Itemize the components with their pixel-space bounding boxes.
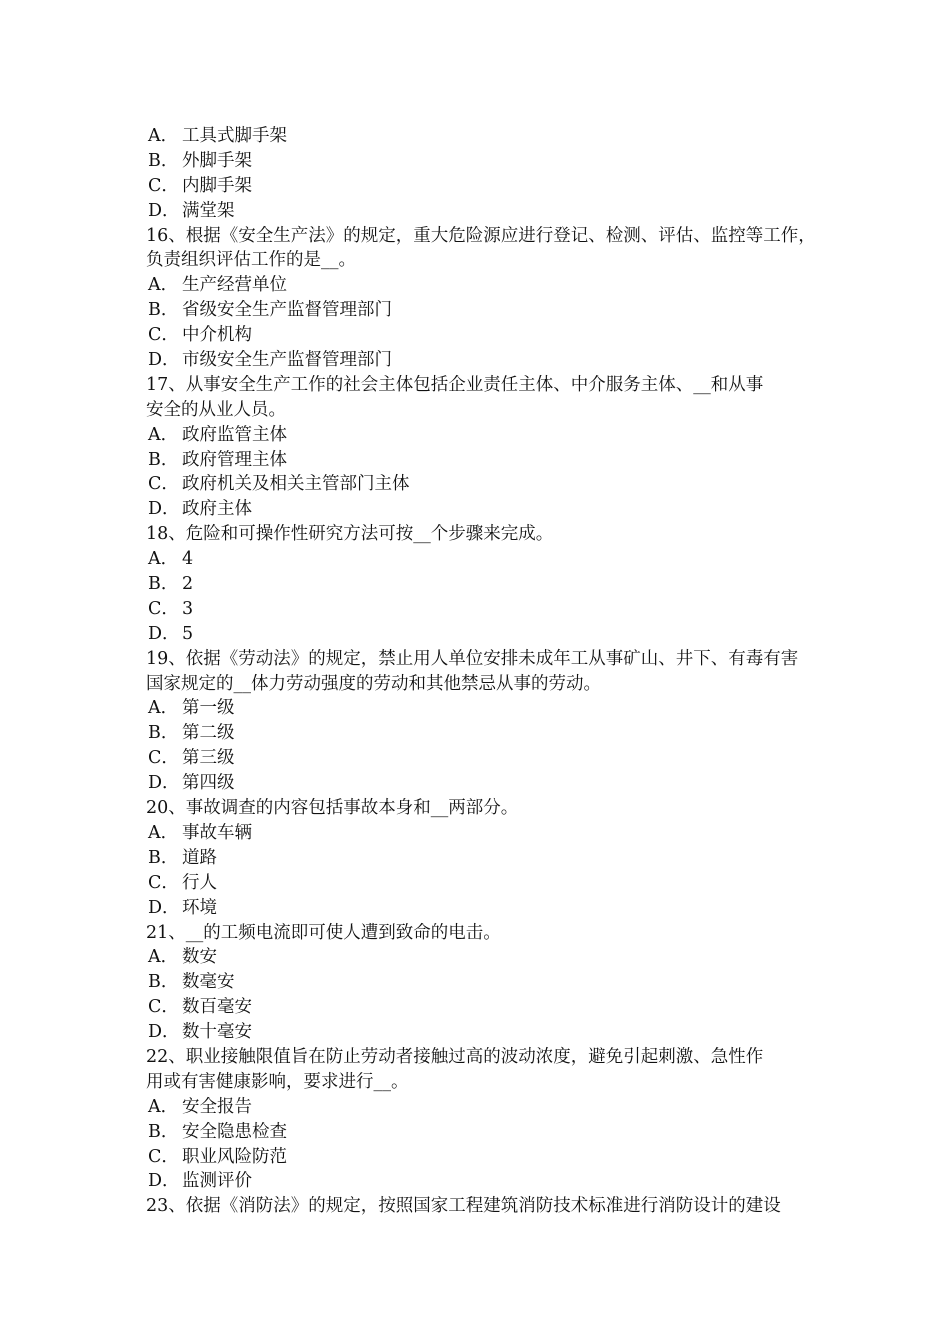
option-text: 数安 <box>182 947 217 968</box>
option-letter: B． <box>148 723 179 744</box>
answer-option <box>146 124 818 149</box>
answer-option <box>146 896 818 921</box>
option-letter: A． <box>148 822 179 843</box>
option-letter: A． <box>148 698 179 719</box>
question-text: 18、危险和可操作性研究方法可按__个步骤来完成。 <box>146 524 554 545</box>
answer-option <box>146 970 818 995</box>
option-letter: A． <box>148 549 179 570</box>
option-text: 安全报告 <box>182 1096 252 1117</box>
option-letter: B． <box>148 449 179 470</box>
option-letter: A． <box>148 1096 179 1117</box>
option-letter: A． <box>148 424 179 445</box>
option-letter: C． <box>148 598 179 619</box>
option-text: 政府机关及相关主管部门主体 <box>182 474 410 495</box>
option-text: 第三级 <box>182 748 235 769</box>
option-letter: C． <box>148 1146 179 1167</box>
option-letter: C． <box>148 474 179 495</box>
option-text: 5 <box>182 623 194 644</box>
answer-option <box>146 1120 818 1145</box>
option-text: 省级安全生产监督管理部门 <box>182 300 392 321</box>
option-text: 政府主体 <box>182 499 252 520</box>
option-text: 数百毫安 <box>182 997 252 1018</box>
question-text: 19、依据《劳动法》的规定，禁止用人单位安排未成年工从事矿山、井下、有毒有害 <box>146 648 799 669</box>
option-text: 工具式脚手架 <box>182 126 287 146</box>
option-letter: C． <box>148 325 179 346</box>
question-text: 22、职业接触限值旨在防止劳动者接触过高的波动浓度，避免引起刺激、急性作 <box>146 1046 764 1067</box>
question-text: 21、__的工频电流即可使人遭到致命的电击。 <box>146 922 501 943</box>
option-text: 道路 <box>182 847 217 868</box>
answer-option <box>146 572 818 597</box>
answer-option <box>146 945 818 970</box>
option-text: 环境 <box>182 897 217 918</box>
option-text: 事故车辆 <box>182 822 252 843</box>
option-letter: A． <box>148 275 179 296</box>
option-text: 第四级 <box>182 773 235 794</box>
option-letter: C． <box>148 175 179 196</box>
option-text: 2 <box>182 574 194 595</box>
answer-option <box>146 821 818 846</box>
option-letter: B． <box>148 1121 179 1142</box>
option-text: 中介机构 <box>182 325 252 346</box>
answer-option <box>146 199 818 224</box>
question-text: 17、从事安全生产工作的社会主体包括企业责任主体、中介服务主体、__和从事 <box>146 374 764 395</box>
answer-option <box>146 348 818 373</box>
answer-option <box>146 995 818 1020</box>
option-letter: C． <box>148 997 179 1018</box>
option-letter: C． <box>148 872 179 893</box>
answer-option <box>146 323 818 348</box>
answer-option <box>146 547 818 572</box>
answer-option <box>146 1095 818 1120</box>
answer-option <box>146 746 818 771</box>
option-letter: A． <box>148 947 179 968</box>
option-letter: D． <box>148 499 180 520</box>
option-text: 第一级 <box>182 698 235 719</box>
answer-option <box>146 273 818 298</box>
option-text: 安全隐患检查 <box>182 1121 287 1142</box>
option-letter: C． <box>148 748 179 769</box>
option-letter: D． <box>148 623 180 644</box>
question-text: 23、依据《消防法》的规定，按照国家工程建筑消防技术标准进行消防设计的建设 <box>146 1196 781 1217</box>
question-text: 国家规定的__体力劳动强度的劳动和其他禁忌从事的劳动。 <box>146 673 601 694</box>
answer-option <box>146 472 818 497</box>
option-letter: A． <box>148 126 179 146</box>
answer-option <box>146 497 818 522</box>
question-list <box>146 124 818 1219</box>
answer-option <box>146 721 818 746</box>
option-text: 职业风险防范 <box>182 1146 287 1167</box>
option-letter: B． <box>148 574 179 595</box>
answer-option <box>146 298 818 323</box>
option-letter: D． <box>148 897 180 918</box>
answer-option <box>146 1145 818 1170</box>
option-letter: D． <box>148 350 180 371</box>
answer-option <box>146 423 818 448</box>
question-text: 20、事故调查的内容包括事故本身和__两部分。 <box>146 798 519 819</box>
option-text: 政府监管主体 <box>182 424 287 445</box>
answer-option <box>146 771 818 796</box>
option-letter: B． <box>148 972 179 993</box>
option-text: 第二级 <box>182 723 235 744</box>
option-text: 行人 <box>182 872 217 893</box>
question-text: 用或有害健康影响，要求进行__。 <box>146 1071 409 1092</box>
option-text: 外脚手架 <box>182 150 252 171</box>
option-text: 满堂架 <box>182 200 235 221</box>
option-text: 3 <box>182 598 194 619</box>
option-letter: D． <box>148 200 180 221</box>
answer-option <box>146 622 818 647</box>
answer-option <box>146 846 818 871</box>
answer-option <box>146 448 818 473</box>
option-letter: D． <box>148 1171 180 1192</box>
option-text: 数十毫安 <box>182 1022 252 1043</box>
answer-option <box>146 1020 818 1045</box>
question-text: 负责组织评估工作的是__。 <box>146 250 356 271</box>
answer-option <box>146 871 818 896</box>
option-text: 生产经营单位 <box>182 275 287 296</box>
answer-option <box>146 174 818 199</box>
option-text: 政府管理主体 <box>182 449 287 470</box>
option-text: 监测评价 <box>182 1171 252 1192</box>
option-letter: D． <box>148 773 180 794</box>
answer-option <box>146 696 818 721</box>
answer-option <box>146 149 818 174</box>
option-text: 数毫安 <box>182 972 235 993</box>
answer-option <box>146 1169 818 1194</box>
question-text: 安全的从业人员。 <box>146 399 286 420</box>
option-text: 内脚手架 <box>182 175 252 196</box>
option-letter: D． <box>148 1022 180 1043</box>
question-text: 16、根据《安全生产法》的规定，重大危险源应进行登记、检测、评估、监控等工作， <box>146 225 816 246</box>
option-letter: B． <box>148 150 179 171</box>
option-text: 市级安全生产监督管理部门 <box>182 350 392 371</box>
option-letter: B． <box>148 300 179 321</box>
option-letter: B． <box>148 847 179 868</box>
answer-option <box>146 597 818 622</box>
option-text: 4 <box>182 549 194 570</box>
